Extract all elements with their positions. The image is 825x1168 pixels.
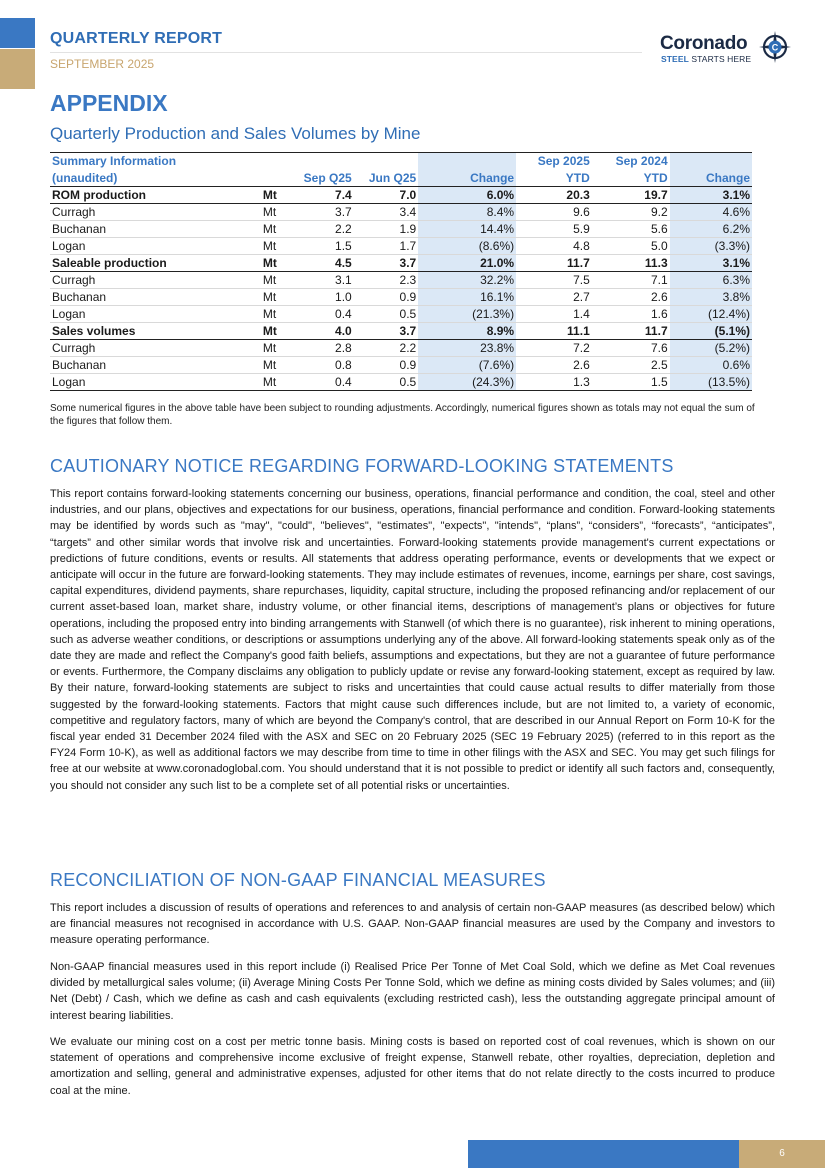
table-cell: Mt xyxy=(217,356,289,373)
table-cell: 7.6 xyxy=(592,339,670,356)
footer-bar-blue xyxy=(468,1140,739,1168)
table-cell: 0.9 xyxy=(354,356,419,373)
rounding-note: Some numerical figures in the above table have been subject to rounding adjustments. Accordingly, numerical figures shown as totals may not equal the sum of the figures that follow them. xyxy=(50,403,755,427)
table-cell: Buchanan xyxy=(50,356,217,373)
table-cell: 4.0 xyxy=(289,322,354,339)
table-cell: (13.5%) xyxy=(670,373,752,390)
table-cell: 14.4% xyxy=(418,220,516,237)
table-cell: (5.1%) xyxy=(670,322,752,339)
table-cell: Mt xyxy=(217,254,289,271)
report-title: QUARTERLY REPORT xyxy=(50,30,223,47)
table-row xyxy=(50,288,752,305)
reconciliation-heading: RECONCILIATION OF NON-GAAP FINANCIAL MEASURES xyxy=(50,870,546,890)
table-cell: 3.1% xyxy=(670,186,752,203)
table-cell: 0.6% xyxy=(670,356,752,373)
corner-accent-blue xyxy=(0,18,35,48)
table-cell: 3.8% xyxy=(670,288,752,305)
table-cell: (7.6%) xyxy=(418,356,516,373)
logo-tagline: STEEL STARTS HERE xyxy=(661,54,752,64)
table-cell: 5.9 xyxy=(516,220,592,237)
table-cell: Curragh xyxy=(50,271,217,288)
header-divider xyxy=(50,52,642,53)
table-cell: 0.5 xyxy=(354,305,419,322)
table-cell: 2.5 xyxy=(592,356,670,373)
table-cell: 2.7 xyxy=(516,288,592,305)
table-cell: 32.2% xyxy=(418,271,516,288)
table-title: Quarterly Production and Sales Volumes by Mine xyxy=(50,124,421,143)
table-cell: 23.8% xyxy=(418,339,516,356)
table-header-cell xyxy=(418,153,516,170)
table-cell: 7.2 xyxy=(516,339,592,356)
reconciliation-para-1: This report includes a discussion of results of operations and references to and analysis of certain non-GAAP measures (as described below) which are financial measures not recognised in accordance with U.S. GAAP. Non-GAAP financial measures are used by the Company and investors to measure operating performance. xyxy=(50,902,775,947)
table-header-cell: Sep 2024 xyxy=(592,153,670,170)
table-cell: 3.7 xyxy=(354,322,419,339)
table-cell: 7.4 xyxy=(289,186,354,203)
table-cell: Mt xyxy=(217,288,289,305)
table-cell: (8.6%) xyxy=(418,237,516,254)
table-cell: 0.4 xyxy=(289,305,354,322)
table-cell: Mt xyxy=(217,203,289,220)
table-cell: 3.1 xyxy=(289,271,354,288)
logo-wordmark: Coronado xyxy=(660,33,748,54)
table-summary-row xyxy=(50,322,752,339)
table-cell: Sales volumes xyxy=(50,322,217,339)
table-cell: 8.4% xyxy=(418,203,516,220)
table-cell: 1.5 xyxy=(592,373,670,390)
table-cell: Curragh xyxy=(50,203,217,220)
table-cell: 3.7 xyxy=(354,254,419,271)
table-row xyxy=(50,356,752,373)
table-header-cell: Summary Information xyxy=(50,153,217,170)
table-cell: Mt xyxy=(217,373,289,390)
table-cell: Saleable production xyxy=(50,254,217,271)
table-cell: Logan xyxy=(50,237,217,254)
table-cell: 6.0% xyxy=(418,186,516,203)
table-cell: 0.4 xyxy=(289,373,354,390)
table-cell: Logan xyxy=(50,305,217,322)
table-cell: 3.7 xyxy=(289,203,354,220)
cautionary-heading: CAUTIONARY NOTICE REGARDING FORWARD-LOOKING STATEMENTS xyxy=(50,456,674,476)
table-header-cell: (unaudited) xyxy=(50,169,217,186)
table-cell: 1.7 xyxy=(354,237,419,254)
page-number: 6 xyxy=(779,1148,785,1159)
table-cell: (12.4%) xyxy=(670,305,752,322)
table-row xyxy=(50,220,752,237)
table-cell: Mt xyxy=(217,322,289,339)
table-header-cell xyxy=(217,169,289,186)
reconciliation-para-2: Non-GAAP financial measures used in this report include (i) Realised Price Per Tonne of Met Coal Sold, which we define as Met Coal revenues divided by metallurgical sales volume; (ii) Average Mining Costs Per Tonne Sold, which we define as mining costs divided by Sales volumes; and (iii) Net (Debt) / Cash, which we define as cash and cash equivalents (excluding restricted cash), less the outstanding aggregate principal amount of interest bearing liabilities. xyxy=(50,961,775,1022)
table-header-cell: YTD xyxy=(516,169,592,186)
table-cell: 9.6 xyxy=(516,203,592,220)
table-cell: (3.3%) xyxy=(670,237,752,254)
table-header-cell xyxy=(354,153,419,170)
table-cell: 4.6% xyxy=(670,203,752,220)
table-cell: 2.6 xyxy=(592,288,670,305)
table-cell: 1.4 xyxy=(516,305,592,322)
table-cell: 6.2% xyxy=(670,220,752,237)
table-cell: 7.1 xyxy=(592,271,670,288)
table-cell: 2.2 xyxy=(354,339,419,356)
table-cell: 2.6 xyxy=(516,356,592,373)
table-header-cell: Jun Q25 xyxy=(354,169,419,186)
table-cell: 1.3 xyxy=(516,373,592,390)
table-header-cell xyxy=(289,153,354,170)
table-cell: ROM production xyxy=(50,186,217,203)
table-cell: 11.1 xyxy=(516,322,592,339)
table-cell: 5.6 xyxy=(592,220,670,237)
table-cell: 2.3 xyxy=(354,271,419,288)
table-cell: (24.3%) xyxy=(418,373,516,390)
cautionary-body: This report contains forward-looking statements concerning our business, operations, financial performance and condition, the coal, steel and other industries, and our plans, objectives and expectations for our business, operations, financial performance and condition. Forward-looking statements may be identified by words such as "may", "could", "believes", "estimates", "expects", "intends", “plans”, “considers”, “forecasts”, “anticipates”, “targets” and other similar words that involve risk and uncertainties. Forward-looking statements provide management's current expectations or predictions of future conditions, events or results. All statements that address operating performance, events or developments that we expect or anticipate will occur in the future are forward-looking statements. They may include estimates of revenues, income, earnings per share, cost savings, capital expenditures, dividend payments, share repurchases, liquidity, capital structure, including the proposed refinancing and/or replacement of our current asset-based loan, market share, industry volume, or other financial items, descriptions of management’s plans or objectives for future operations, including the proposed entry into binding arrangements with Stanwell (of which there is no guarantee), risk inherent to mining operations, such as adverse weather conditions, or descriptions or assumptions underlying any of the above. All forward-looking statements speak only as of the date they are made and reflect the Company's good faith beliefs, assumptions and expectations, but they are not a guarantee of future performance or events. Furthermore, the Company disclaims any obligation to publicly update or revise any forward-looking statement, except as required by law. By their nature, forward-looking statements are subject to risks and uncertainties that could cause actual results to differ materially from those suggested by the forward-looking statements. Factors that might cause such differences include, but are not limited to, a variety of economic, competitive and regulatory factors, many of which are beyond the Company's control, that are described in our Annual Report on Form 10-K for the fiscal year ended 31 December 2024 filed with the ASX and SEC on 20 February 2025 (SEC 19 February 2025) (referred to in this report as the FY24 Form 10-K), as well as additional factors we may describe from time to time in other filings with the ASX and SEC. You may get such filings for free at our website at www.coronadoglobal.com. You should understand that it is not possible to predict or identify all such factors and, consequently, you should not consider any such list to be a complete set of all potential risks or uncertainties. xyxy=(50,488,775,792)
table-cell: 1.0 xyxy=(289,288,354,305)
report-period: SEPTEMBER 2025 xyxy=(50,57,155,71)
table-cell: 3.4 xyxy=(354,203,419,220)
table-row xyxy=(50,305,752,322)
table-cell: (21.3%) xyxy=(418,305,516,322)
table-cell: Curragh xyxy=(50,339,217,356)
table-header-cell xyxy=(217,153,289,170)
table-cell: 0.5 xyxy=(354,373,419,390)
table-cell: 9.2 xyxy=(592,203,670,220)
compass-logo-icon xyxy=(758,30,792,64)
table-cell: Mt xyxy=(217,339,289,356)
table-row xyxy=(50,339,752,356)
table-cell: 2.2 xyxy=(289,220,354,237)
table-cell: Buchanan xyxy=(50,288,217,305)
table-cell: 16.1% xyxy=(418,288,516,305)
table-cell: 11.7 xyxy=(592,322,670,339)
table-summary-row xyxy=(50,254,752,271)
table-cell: Logan xyxy=(50,373,217,390)
table-cell: 11.3 xyxy=(592,254,670,271)
table-cell: 1.5 xyxy=(289,237,354,254)
table-cell: 3.1% xyxy=(670,254,752,271)
table-cell: Mt xyxy=(217,305,289,322)
table-summary-row xyxy=(50,186,752,203)
table-cell: 2.8 xyxy=(289,339,354,356)
table-row xyxy=(50,271,752,288)
table-row xyxy=(50,203,752,220)
table-header-cell: YTD xyxy=(592,169,670,186)
table-cell: 7.0 xyxy=(354,186,419,203)
table-cell: 21.0% xyxy=(418,254,516,271)
corner-accent-gold xyxy=(0,49,35,89)
company-logo xyxy=(660,30,792,70)
table-cell: 8.9% xyxy=(418,322,516,339)
table-row xyxy=(50,373,752,390)
table-row xyxy=(50,237,752,254)
svg-text:C: C xyxy=(771,42,779,53)
table-header-cell: Change xyxy=(670,169,752,186)
table-header-cell: Sep Q25 xyxy=(289,169,354,186)
table-header-row xyxy=(50,169,752,186)
table-cell: 6.3% xyxy=(670,271,752,288)
table-cell: 4.5 xyxy=(289,254,354,271)
table-cell: Buchanan xyxy=(50,220,217,237)
table-cell: (5.2%) xyxy=(670,339,752,356)
table-cell: 1.9 xyxy=(354,220,419,237)
table-cell: Mt xyxy=(217,220,289,237)
table-cell: 5.0 xyxy=(592,237,670,254)
table-header-cell: Change xyxy=(418,169,516,186)
production-sales-table xyxy=(50,152,752,391)
table-cell: 4.8 xyxy=(516,237,592,254)
table-cell: 20.3 xyxy=(516,186,592,203)
table-cell: 0.8 xyxy=(289,356,354,373)
table-cell: Mt xyxy=(217,271,289,288)
table-cell: 1.6 xyxy=(592,305,670,322)
table-cell: 7.5 xyxy=(516,271,592,288)
table-header-cell xyxy=(670,153,752,170)
table-cell: Mt xyxy=(217,237,289,254)
table-cell: 0.9 xyxy=(354,288,419,305)
table-cell: 11.7 xyxy=(516,254,592,271)
table-cell: Mt xyxy=(217,186,289,203)
table-header-cell: Sep 2025 xyxy=(516,153,592,170)
reconciliation-para-3: We evaluate our mining cost on a cost per metric tonne basis. Mining costs is based on reported cost of coal revenues, which is shown on our statement of operations and comprehensive income exclusive of freight expense, Stanwell rebate, other royalties, depreciation, depletion and amortization and selling, general and administrative expenses, adjusted for other items that do not relate directly to the costs incurred to produce coal at the mine. xyxy=(50,1036,775,1097)
table-cell: 19.7 xyxy=(592,186,670,203)
table-header-row xyxy=(50,153,752,170)
appendix-heading: APPENDIX xyxy=(50,90,168,116)
